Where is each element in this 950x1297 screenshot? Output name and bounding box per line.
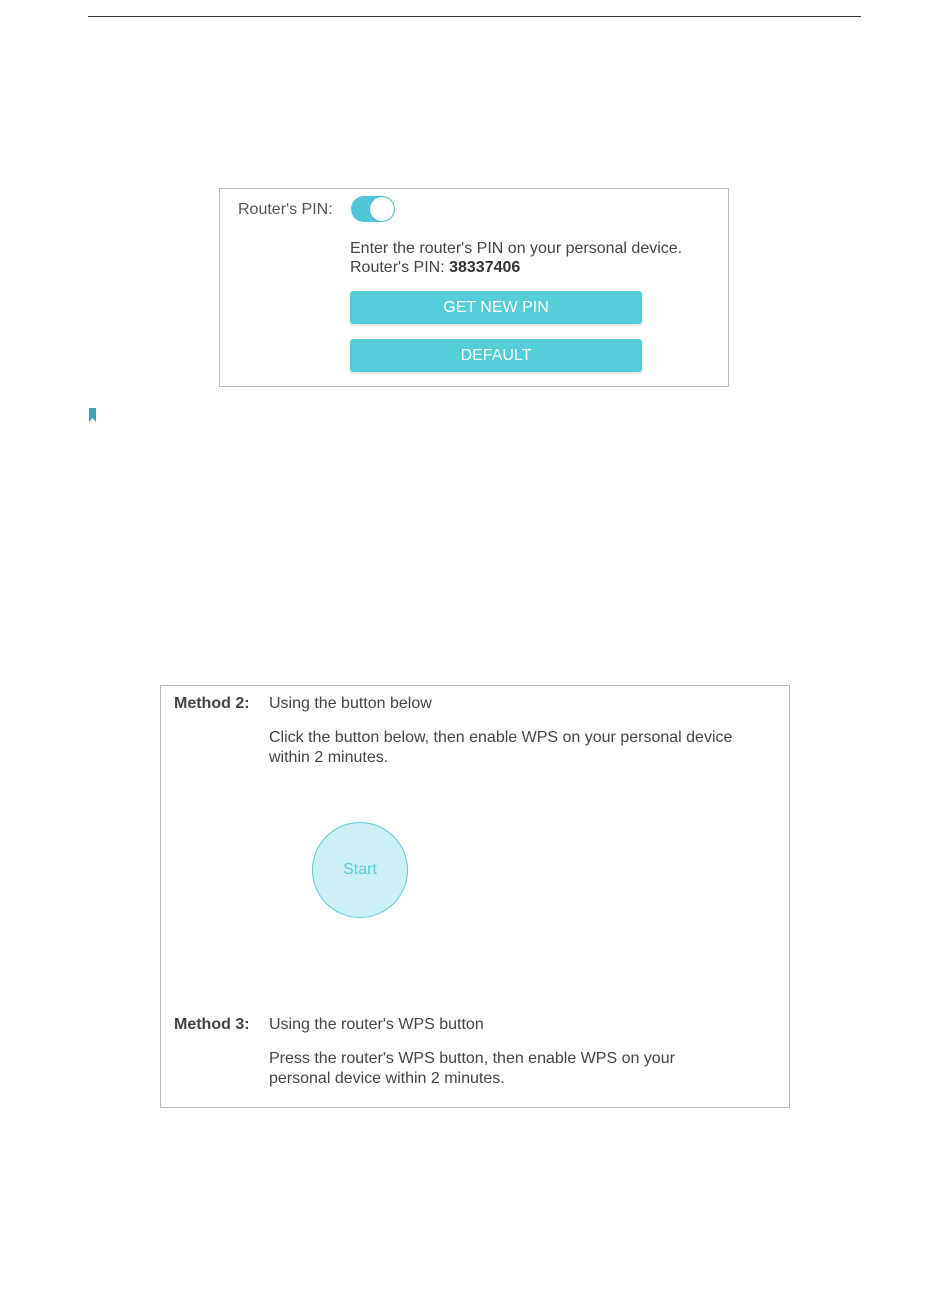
method3-desc-line1: Press the router's WPS button, then enable WPS on your [269,1050,675,1067]
method2-description [269,728,779,768]
router-pin-label: Router's PIN: [238,201,333,218]
get-new-pin-button[interactable]: GET NEW PIN [350,291,642,324]
pin-display [350,258,520,277]
method2-title: Using the button below [269,695,432,712]
top-divider [88,16,861,17]
bookmark-icon [89,408,96,422]
pin-instruction: Enter the router's PIN on your personal device. [350,240,683,257]
pin-prefix: Router's PIN: [350,259,450,276]
router-pin-toggle[interactable] [351,196,395,222]
method3-title: Using the router's WPS button [269,1016,484,1033]
method2-desc-line2: within 2 minutes. [269,749,389,766]
method2-label: Method 2: [174,695,250,712]
default-button[interactable]: DEFAULT [350,339,642,372]
wps-methods-panel [160,685,790,1108]
router-pin-panel [219,188,729,387]
pin-value: 38337406 [449,259,521,276]
toggle-knob [370,197,394,221]
method3-description [269,1049,779,1089]
method3-desc-line2: personal device within 2 minutes. [269,1070,505,1087]
method3-label: Method 3: [174,1016,250,1033]
start-wps-button[interactable]: Start [312,822,408,918]
method2-desc-line1: Click the button below, then enable WPS on your personal device [269,729,733,746]
